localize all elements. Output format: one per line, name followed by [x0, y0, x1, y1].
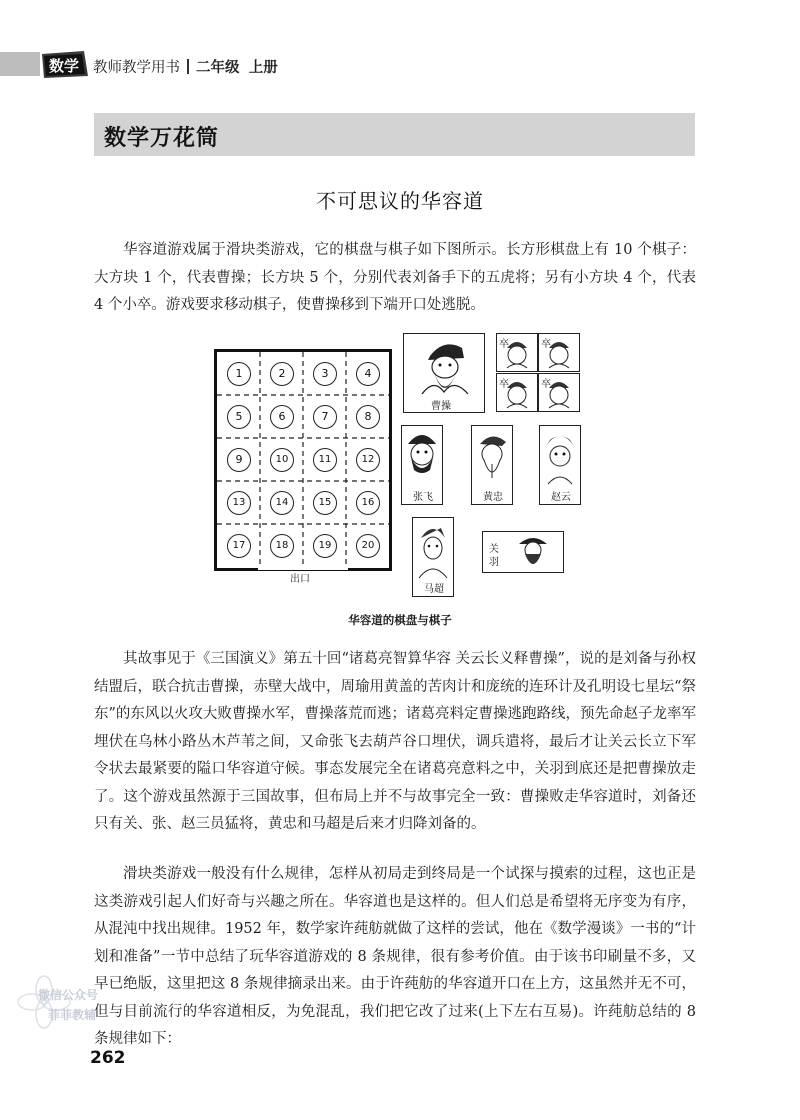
watermark-line2: 菲菲教辅	[48, 1008, 97, 1022]
board-cell: 11	[313, 448, 337, 472]
board-cell: 15	[313, 491, 337, 515]
board-cell: 17	[227, 534, 251, 558]
zhangfei-label: 张飞	[413, 492, 433, 503]
soldier-label: 卒	[499, 379, 509, 390]
piece-guanyu	[482, 531, 564, 573]
section-title: 数学万花筒	[104, 126, 220, 151]
board-cell: 13	[227, 491, 251, 515]
book-header	[93, 56, 278, 77]
book-title: 教师教学用书	[93, 60, 180, 76]
soldier-label: 卒	[541, 339, 551, 350]
huarongdao-board	[214, 349, 392, 571]
piece-soldier-1	[496, 333, 538, 372]
volume-label: 上册	[248, 60, 278, 76]
huangzhong-portrait-icon	[472, 426, 512, 488]
board-cell: 7	[313, 405, 337, 429]
board-cell: 14	[270, 491, 294, 515]
huangzhong-label: 黄忠	[483, 492, 503, 503]
board-cell: 19	[313, 534, 337, 558]
paragraph-rules: 滑块类游戏一般没有什么规律，怎样从初局走到终局是一个试探与摸索的过程，这也正是这类游戏引起人们好奇与兴趣之所在。华容道也是这样的。但人们总是希望将无序变为有序，从混沌中找出规律。1952 年，数学家许莼舫就做了这样的尝试，他在《数学漫谈》一书的“计划和准备”一节中总结了玩华容道游戏的 8 条规律，很有参考价值。由于该书印刷量不多，又早已绝版，这里把这 8 条规律摘录出来。由于许莼舫的华容道开口在上方，这虽然并无不可，但与目前流行的华容道相反，为免混乱，我们把它改了过来(上下左右互易)。许莼舫总结的 8 条规律如下：	[94, 866, 696, 1047]
caocao-label: 曹操	[431, 401, 451, 412]
board-cell: 20	[356, 534, 380, 558]
board-cell: 16	[356, 491, 380, 515]
guanyu-portrait-icon	[505, 532, 561, 572]
board-cell: 3	[313, 362, 337, 386]
header-divider	[187, 59, 189, 74]
zhaoyun-portrait-icon	[540, 426, 580, 488]
board-cell: 18	[270, 534, 294, 558]
watermark	[20, 970, 140, 1040]
board-cell: 8	[356, 405, 380, 429]
piece-machao	[412, 517, 454, 597]
grade-label: 二年级	[196, 60, 240, 76]
page-number: 262	[90, 1048, 126, 1068]
board-cell: 6	[270, 405, 294, 429]
header-gray-bar	[0, 52, 40, 76]
guanyu-label-1: 关	[489, 544, 499, 555]
soldier-label: 卒	[541, 379, 551, 390]
paragraph-intro: 华容道游戏属于滑块类游戏，它的棋盘与棋子如下图所示。长方形棋盘上有 10 个棋子：大方块 1 个，代表曹操；长方块 5 个，分别代表刘备手下的五虎将；另有小方块 4 个，代表 4 个小卒。游戏要求移动棋子，使曹操移到下端开口处逃脱。	[94, 242, 696, 313]
figure-caption: 华容道的棋盘与棋子	[348, 613, 452, 627]
board-cell: 2	[270, 362, 294, 386]
article-title: 不可思议的华容道	[316, 189, 484, 213]
board-cell: 12	[356, 448, 380, 472]
machao-label: 马超	[424, 584, 444, 595]
board-cell: 4	[356, 362, 380, 386]
piece-soldier-3	[496, 373, 538, 412]
piece-soldier-2	[538, 333, 580, 372]
caocao-portrait-icon	[404, 334, 484, 398]
math-logo	[38, 48, 90, 80]
zhangfei-portrait-icon	[402, 426, 442, 488]
piece-huangzhong	[471, 425, 513, 505]
board-cell: 10	[270, 448, 294, 472]
piece-soldier-4	[538, 373, 580, 412]
piece-caocao	[403, 333, 485, 413]
exit-label: 出口	[290, 574, 310, 585]
paragraph-story: 其故事见于《三国演义》第五十回“诸葛亮智算华容 关云长义释曹操”，说的是刘备与孙权结盟后，联合抗击曹操，赤壁大战中，周瑜用黄盖的苦肉计和庞统的连环计及孔明设七星坛“祭东”的东风以火攻大败曹操水军，曹操落荒而逃；诸葛亮料定曹操逃跑路线，预先命赵子龙率军埋伏在乌林小路丛木芦苇之间，又命张飞去葫芦谷口埋伏，调兵遣将，最后才让关云长立下军令状去最紧要的隘口华容道守候。事态发展完全在诸葛亮意料之中，关羽到底还是把曹操放走了。这个游戏虽然源于三国故事，但布局上并不与故事完全一致：曹操败走华容道时，刘备还只有关、张、赵三员猛将，黄忠和马超是后来才归降刘备的。	[94, 651, 696, 832]
logo-text: 数学	[48, 57, 80, 75]
piece-zhaoyun	[539, 425, 581, 505]
guanyu-label-2: 羽	[489, 557, 499, 568]
board-cell: 1	[227, 362, 251, 386]
zhaoyun-label: 赵云	[551, 492, 571, 503]
machao-portrait-icon	[413, 518, 453, 580]
section-banner	[94, 113, 695, 156]
soldier-label: 卒	[499, 339, 509, 350]
watermark-line1: 微信公众号	[38, 988, 99, 1002]
board-cell: 9	[227, 448, 251, 472]
piece-zhangfei	[401, 425, 443, 505]
board-cell: 5	[227, 405, 251, 429]
